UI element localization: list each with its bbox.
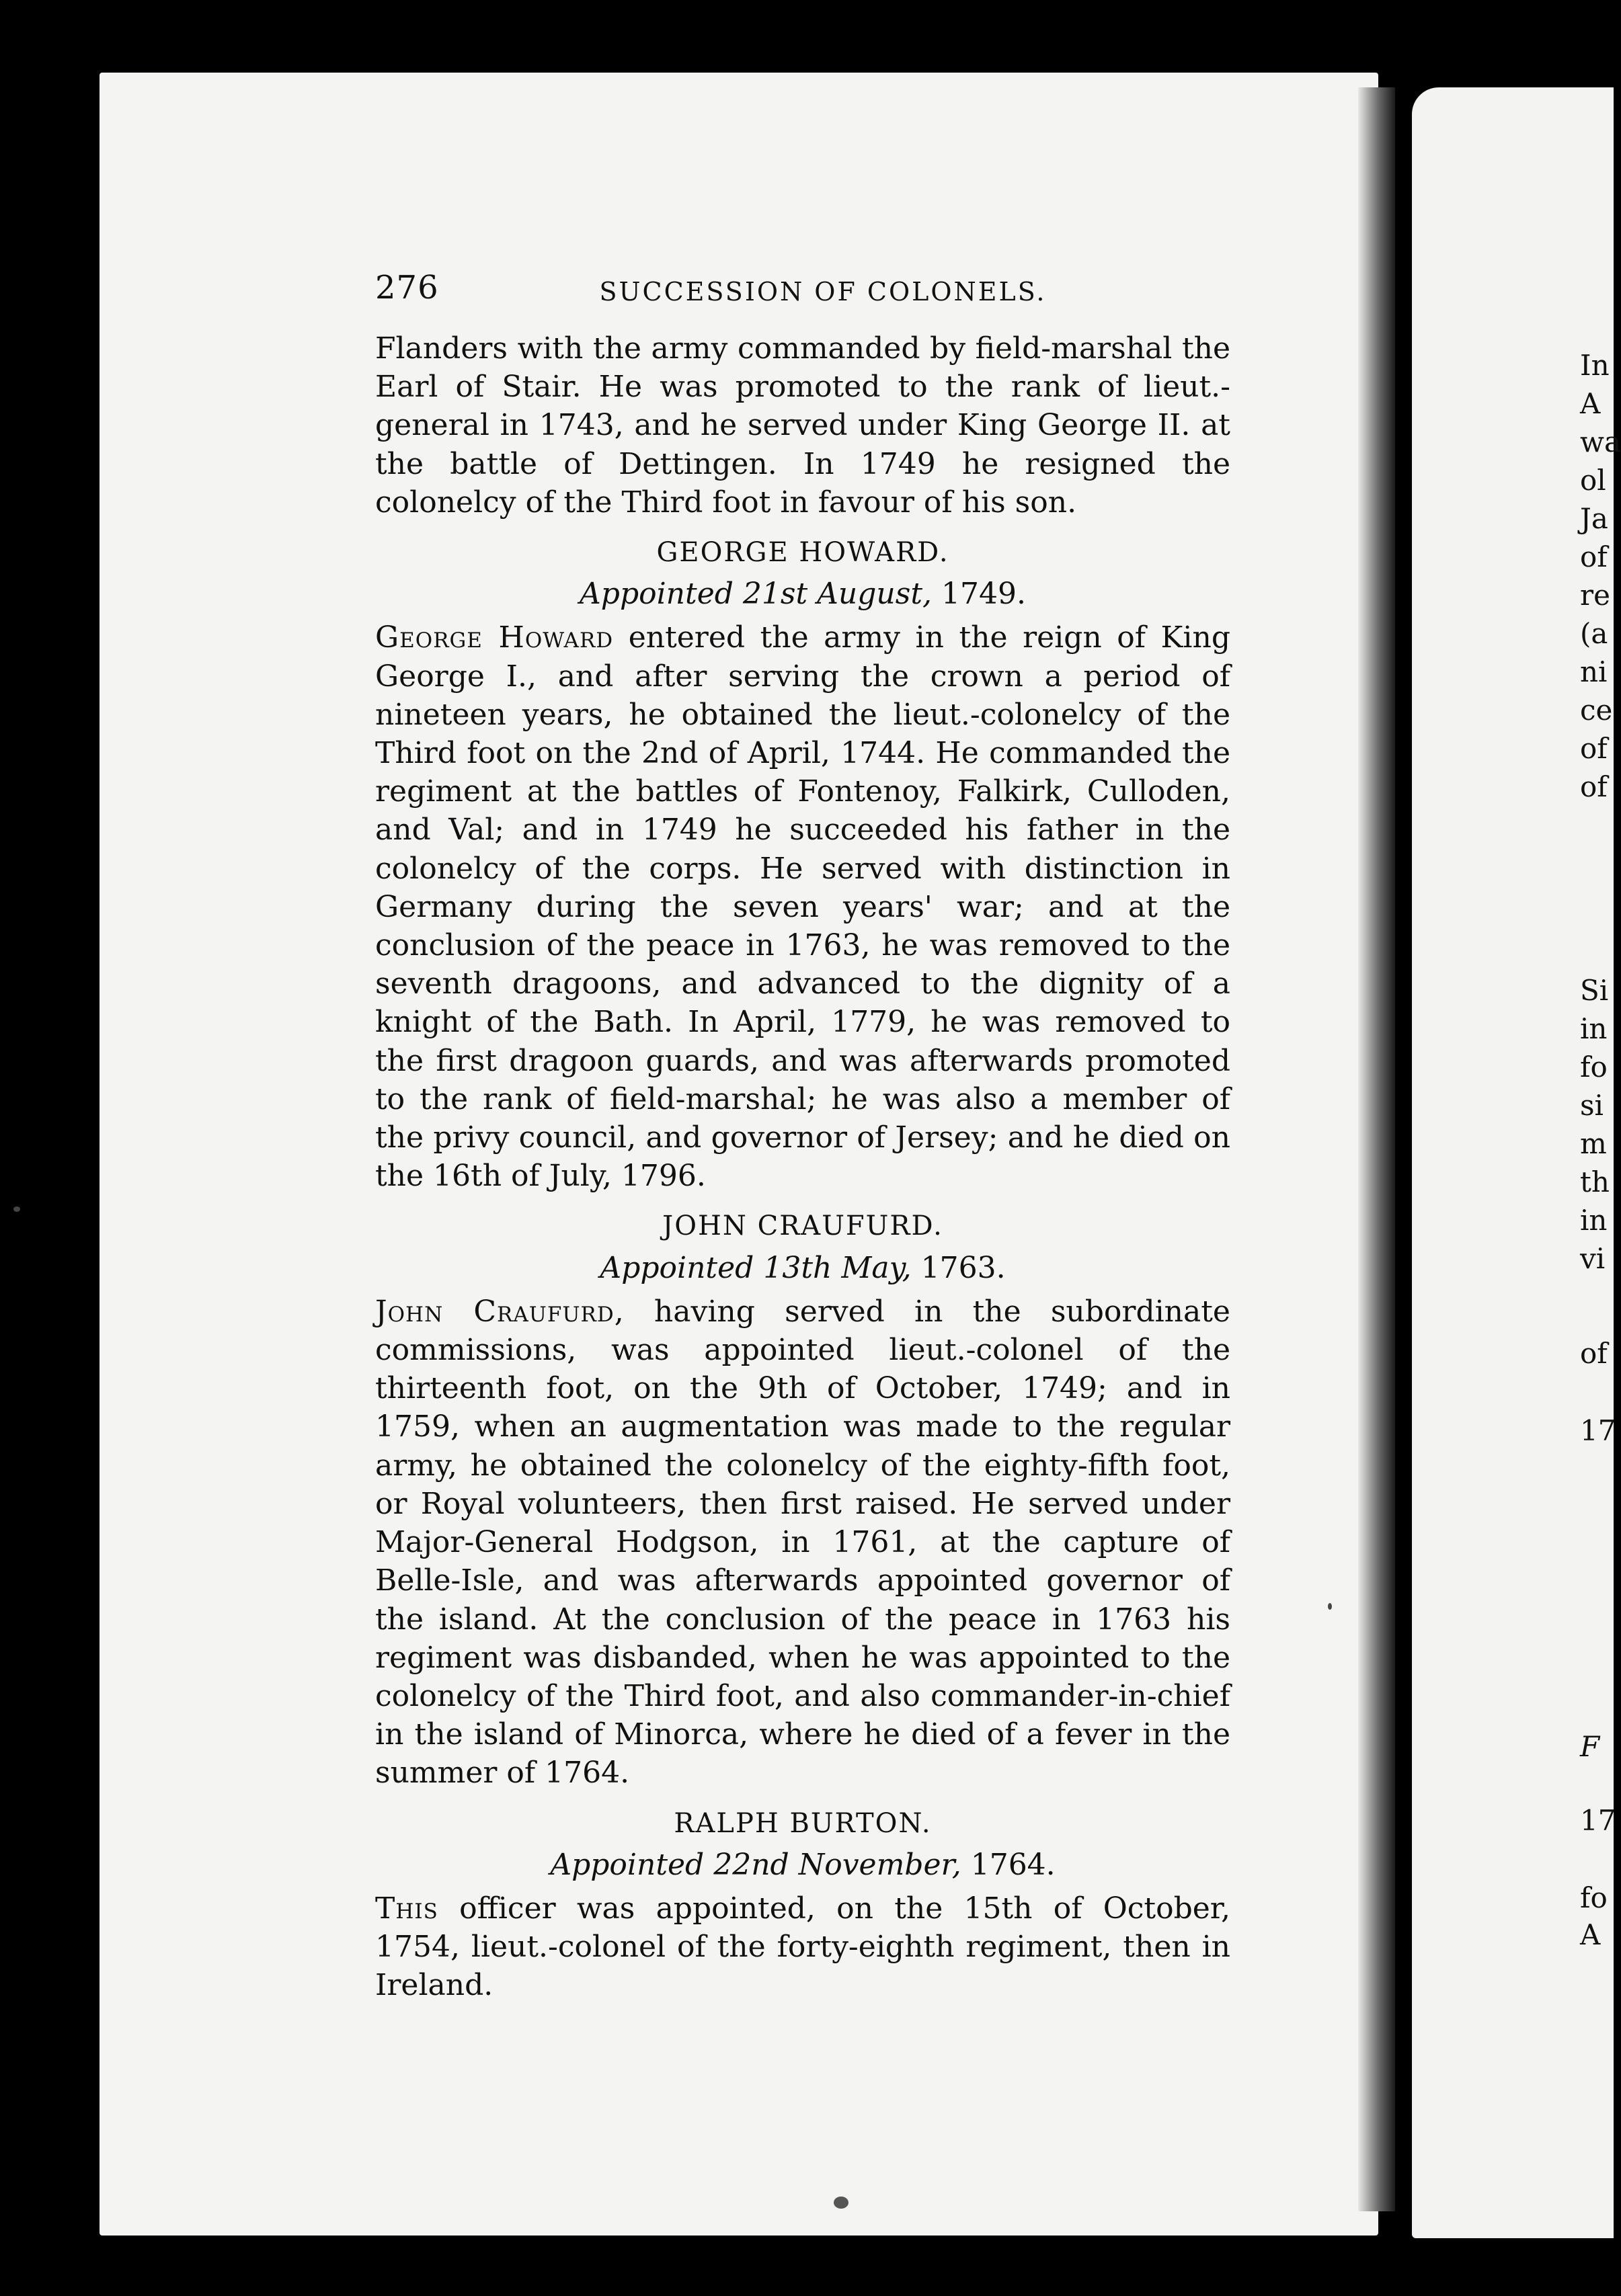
appointed-date: 21st August, bbox=[742, 577, 933, 612]
scan-speck bbox=[1328, 1603, 1332, 1610]
facing-page-fragment: re bbox=[1580, 579, 1610, 612]
appointed-date: 22nd November, bbox=[713, 1847, 961, 1882]
facing-page-fragment: of bbox=[1580, 770, 1608, 803]
facing-page-fragment: Si bbox=[1580, 974, 1609, 1007]
facing-page-fragment: th bbox=[1580, 1165, 1610, 1198]
entry-text: entered the army in the reign of King George I., and after serving the crown a period of nineteen years, he obtained the lieut.-colonelcy of the Third foot on the 2nd of April, 1744. He commanded the regiment at the battles of Fontenoy, Falkirk, Culloden, and Val; and in 1749 he succeeded his father in the colonelcy of the corps. He served with distinction in Germany during the seven years' war; and at the conclusion of the peace in 1763, he was removed to the seventh dragoons, and advanced to the dignity of a knight of the Bath. In April, 1779, he was removed to the first dragoon guards, and was afterwards promoted to the rank of field-marshal; he was also a member of the privy council, and governor of Jersey; and he died on the 16th of July, 1796. bbox=[375, 620, 1231, 1194]
facing-page-fragment: (a bbox=[1580, 617, 1608, 650]
facing-page-fragment: A bbox=[1580, 387, 1601, 420]
facing-page-fragment: of bbox=[1580, 1337, 1608, 1370]
entry-lead: George Howard bbox=[375, 620, 614, 655]
appointed-label: Appointed bbox=[580, 577, 734, 612]
entry-appointed bbox=[375, 1249, 1230, 1287]
entry-heading: GEORGE HOWARD. bbox=[656, 537, 949, 569]
entry-appointed bbox=[375, 1846, 1230, 1884]
entry-text: having served in the subordinate commissions, was appointed lieut.-colonel of the thirteenth foot, on the 9th of October, 1749; and in 1759, when an augmentation was made to the regular army, he obtained the colonelcy of the eighty-fifth foot, or Royal volunteers, then first raised. He served under Major-General Hodgson, in 1761, at the capture of Belle-Isle, and was afterwards appointed governor of the island. At the conclusion of the peace in 1763 his regiment was disbanded, when he was appointed to the colonelcy of the Third foot, and also commander-in-chief in the island of Minorca, where he died of a fever in the summer of 1764. bbox=[375, 1294, 1230, 1791]
page-number: 276 bbox=[375, 269, 439, 306]
entry-body bbox=[375, 1889, 1230, 2005]
facing-page-fragment: fo bbox=[1580, 1881, 1608, 1914]
appointed-date: 13th May, bbox=[763, 1250, 912, 1285]
intro-paragraph bbox=[375, 329, 1230, 522]
entry-text: officer was appointed, on the 15th of October, 1754, lieut.-colonel of the forty-eighth regiment, then in Ireland. bbox=[375, 1891, 1230, 2003]
facing-page-fragment: vi bbox=[1580, 1242, 1606, 1275]
scan-speck bbox=[13, 1206, 20, 1212]
facing-page-fragment: in bbox=[1580, 1204, 1608, 1237]
entry-heading: JOHN CRAUFURD. bbox=[662, 1211, 943, 1242]
facing-page-fragment: ce bbox=[1580, 694, 1613, 727]
appointed-year: 1763. bbox=[920, 1250, 1006, 1285]
entry-appointed bbox=[375, 575, 1230, 613]
facing-page-fragment: of bbox=[1580, 732, 1608, 765]
running-head bbox=[375, 269, 1230, 329]
facing-page-fragment: F bbox=[1580, 1730, 1600, 1763]
entry-body bbox=[375, 1293, 1230, 1793]
facing-page-fragment: Ja bbox=[1580, 502, 1608, 535]
facing-page-fragment: of bbox=[1580, 540, 1608, 573]
facing-page-fragment: 17 bbox=[1580, 1414, 1616, 1447]
facing-page-fragment: in bbox=[1580, 1012, 1608, 1045]
entry-body bbox=[375, 618, 1230, 1195]
facing-page-fragment: si bbox=[1580, 1089, 1604, 1122]
entry-lead: John Craufurd, bbox=[375, 1294, 625, 1329]
facing-page-fragment: ni bbox=[1580, 655, 1608, 688]
page-content bbox=[375, 269, 1230, 2005]
facing-page-fragment: 17 bbox=[1580, 1804, 1616, 1837]
intro-text: Flanders with the army commanded by field-marshal the Earl of Stair. He was promoted to the rank of lieut.-general in 1743, and he served under King George II. at the battle of Dettingen. In 1749 he resigned the colonelcy of the Third foot in favour of his son. bbox=[375, 331, 1230, 520]
appointed-year: 1764. bbox=[970, 1847, 1056, 1882]
running-title: SUCCESSION OF COLONELS. bbox=[599, 277, 1047, 306]
facing-page-fragment: fo bbox=[1580, 1051, 1608, 1083]
entry-lead: This bbox=[375, 1891, 438, 1926]
entry-john-craufurd bbox=[375, 1207, 1230, 1792]
appointed-year: 1749. bbox=[941, 577, 1026, 612]
appointed-label: Appointed bbox=[550, 1847, 705, 1882]
facing-page-fragment: m bbox=[1580, 1127, 1607, 1160]
entry-george-howard bbox=[375, 534, 1230, 1195]
entry-ralph-burton bbox=[375, 1805, 1230, 2005]
facing-page-fragment: A bbox=[1580, 1918, 1601, 1951]
facing-page-fragment: In bbox=[1580, 349, 1610, 382]
facing-page-fragment: ol bbox=[1580, 464, 1606, 497]
facing-page-fragment: wa bbox=[1580, 425, 1621, 458]
appointed-label: Appointed bbox=[600, 1250, 754, 1285]
book-gutter bbox=[1358, 87, 1395, 2211]
entry-heading: RALPH BURTON. bbox=[674, 1807, 932, 1839]
scan-speck bbox=[834, 2197, 848, 2209]
